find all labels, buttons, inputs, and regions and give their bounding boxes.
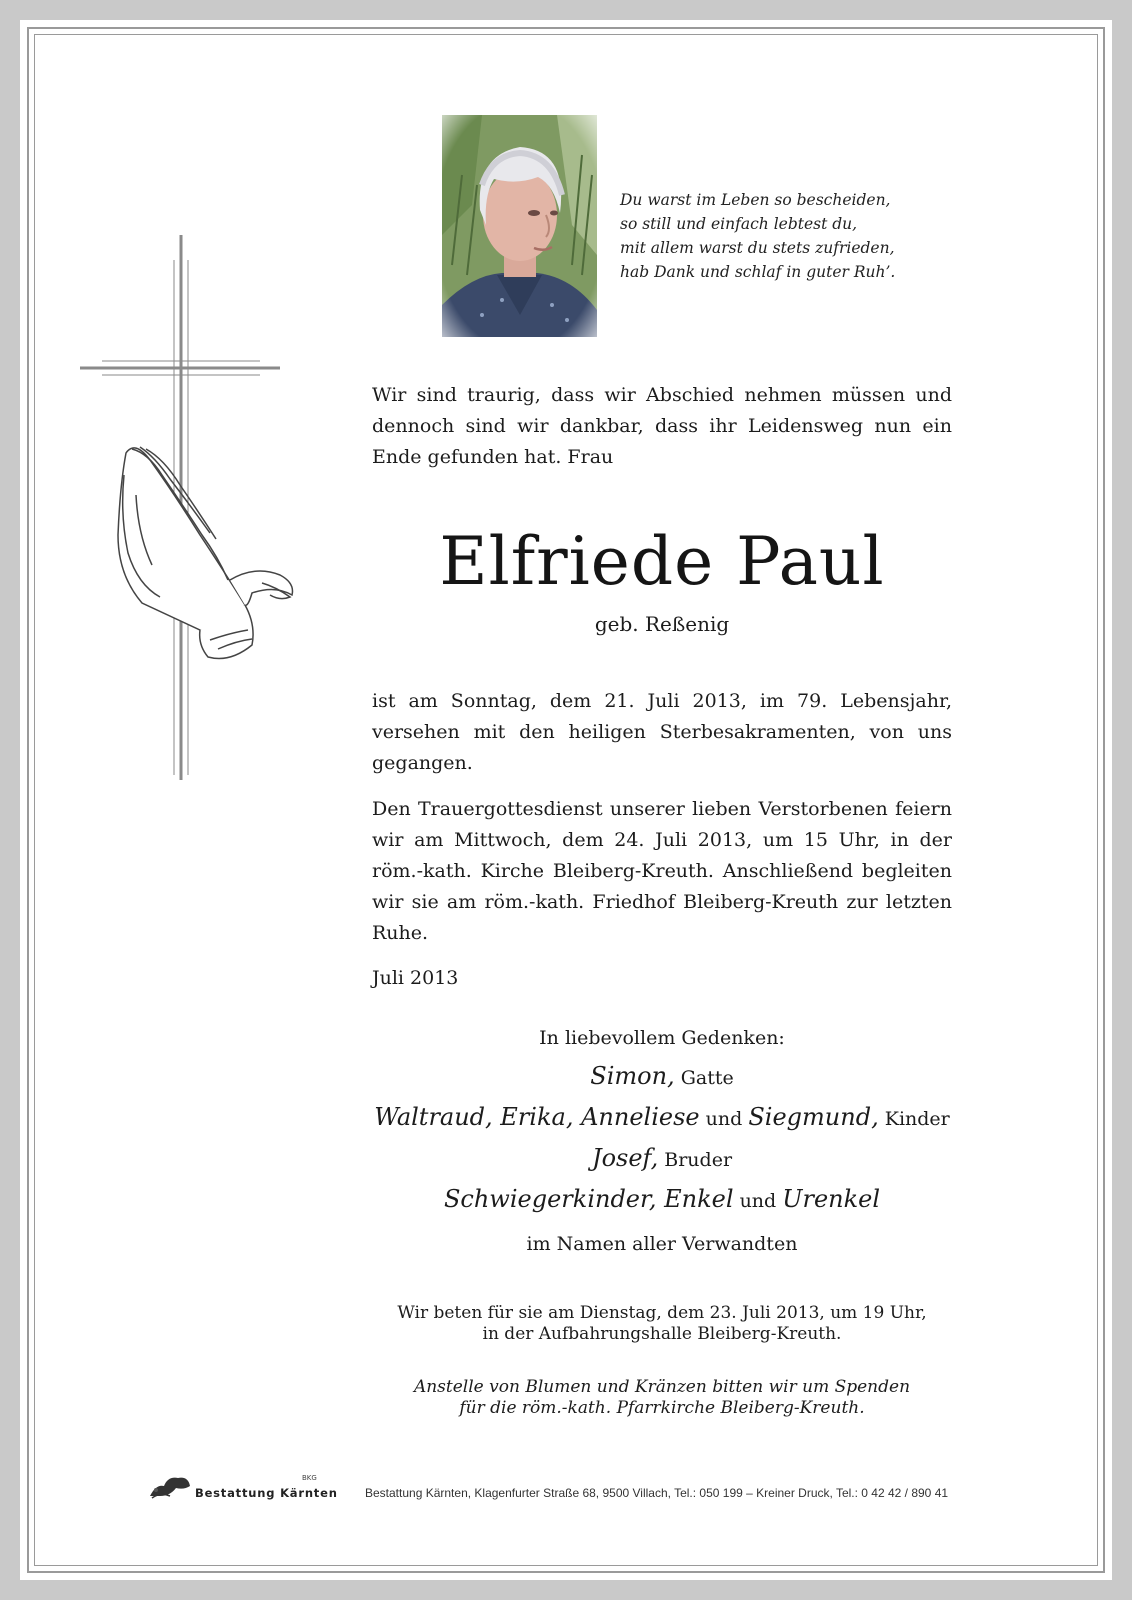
- prayer-notice: [372, 1303, 952, 1345]
- memorial-heading: In liebevollem Gedenken:: [539, 1027, 785, 1049]
- poem-line: so still und einfach lebtest du,: [620, 215, 858, 233]
- cross-praying-hands-icon: [80, 235, 320, 780]
- donation-notice: [372, 1377, 952, 1419]
- relatives-line: im Namen aller Verwandten: [526, 1233, 798, 1255]
- mourner-role: Kinder: [884, 1108, 950, 1130]
- poem: [620, 188, 920, 284]
- donation-line: für die röm.-kath. Pfarrkirche Bleiberg-Kreuth.: [459, 1398, 865, 1418]
- prayer-line: in der Aufbahrungshalle Bleiberg-Kreuth.: [482, 1324, 842, 1344]
- logo-text: Bestattung Kärnten: [195, 1486, 338, 1500]
- death-notice-paragraph: ist am Sonntag, dem 21. Juli 2013, im 79. Lebensjahr, versehen mit den heiligen Sterbesakramenten, von uns gegangen.: [372, 690, 952, 774]
- deceased-name: Elfriede Paul: [439, 523, 885, 600]
- obituary-sheet: [20, 20, 1112, 1580]
- poem-line: mit allem warst du stets zufrieden,: [620, 239, 895, 257]
- poem-line: Du warst im Leben so bescheiden,: [620, 191, 891, 209]
- mourner-role: Gatte: [680, 1067, 734, 1089]
- mourner-line-brother: [372, 1139, 952, 1180]
- portrait-illustration: [442, 115, 597, 337]
- intro-paragraph: Wir sind traurig, dass wir Abschied nehmen müssen und dennoch sind wir dankbar, dass ihr Leidensweg nun ein Ende gefunden hat. Frau: [372, 384, 952, 468]
- mourner-name: Waltraud, Erika, Anneliese: [374, 1103, 700, 1131]
- logo-tag: BKG: [302, 1474, 317, 1482]
- funeral-notice-paragraph: Den Trauergottesdienst unserer lieben Verstorbenen feiern wir am Mittwoch, dem 24. Juli 2013, um 15 Uhr, in der röm.-kath. Kirche Bleiberg-Kreuth. Anschließend begleiten wir sie am röm.-kath. Friedhof Bleiberg-Kreuth zur letzten Ruhe.: [372, 798, 952, 944]
- poem-line: hab Dank und schlaf in guter Ruh’.: [620, 263, 896, 281]
- mourners-section: [372, 1023, 952, 1259]
- notice-date: Juli 2013: [372, 967, 459, 989]
- mourner-name: Josef,: [591, 1144, 659, 1172]
- prayer-line: Wir beten für sie am Dienstag, dem 23. Juli 2013, um 19 Uhr,: [397, 1303, 927, 1323]
- mourner-name: Urenkel: [782, 1185, 881, 1213]
- mourner-name: Schwiegerkinder, Enkel: [443, 1185, 734, 1213]
- mourner-role: Bruder: [664, 1149, 733, 1171]
- mourner-conjunction: und: [739, 1190, 777, 1212]
- portrait-photo: [442, 115, 597, 337]
- donation-line: Anstelle von Blumen und Kränzen bitten wir um Spenden: [413, 1377, 911, 1397]
- mourner-name: Siegmund,: [748, 1103, 879, 1131]
- mourner-name: Simon,: [590, 1062, 675, 1090]
- footer-contact-line: Bestattung Kärnten, Klagenfurter Straße 68, 9500 Villach, Tel.: 050 199 – Kreiner Druck, Tel.: 0 42 42 / 890 41: [365, 1486, 949, 1500]
- mourner-line-spouse: [372, 1057, 952, 1098]
- bestattung-logo-icon: [146, 1470, 196, 1500]
- mourner-line-children: [372, 1098, 952, 1139]
- birth-name: geb. Reßenig: [594, 612, 730, 636]
- mourner-line-family: [372, 1180, 952, 1221]
- mourner-conjunction: und: [705, 1108, 743, 1130]
